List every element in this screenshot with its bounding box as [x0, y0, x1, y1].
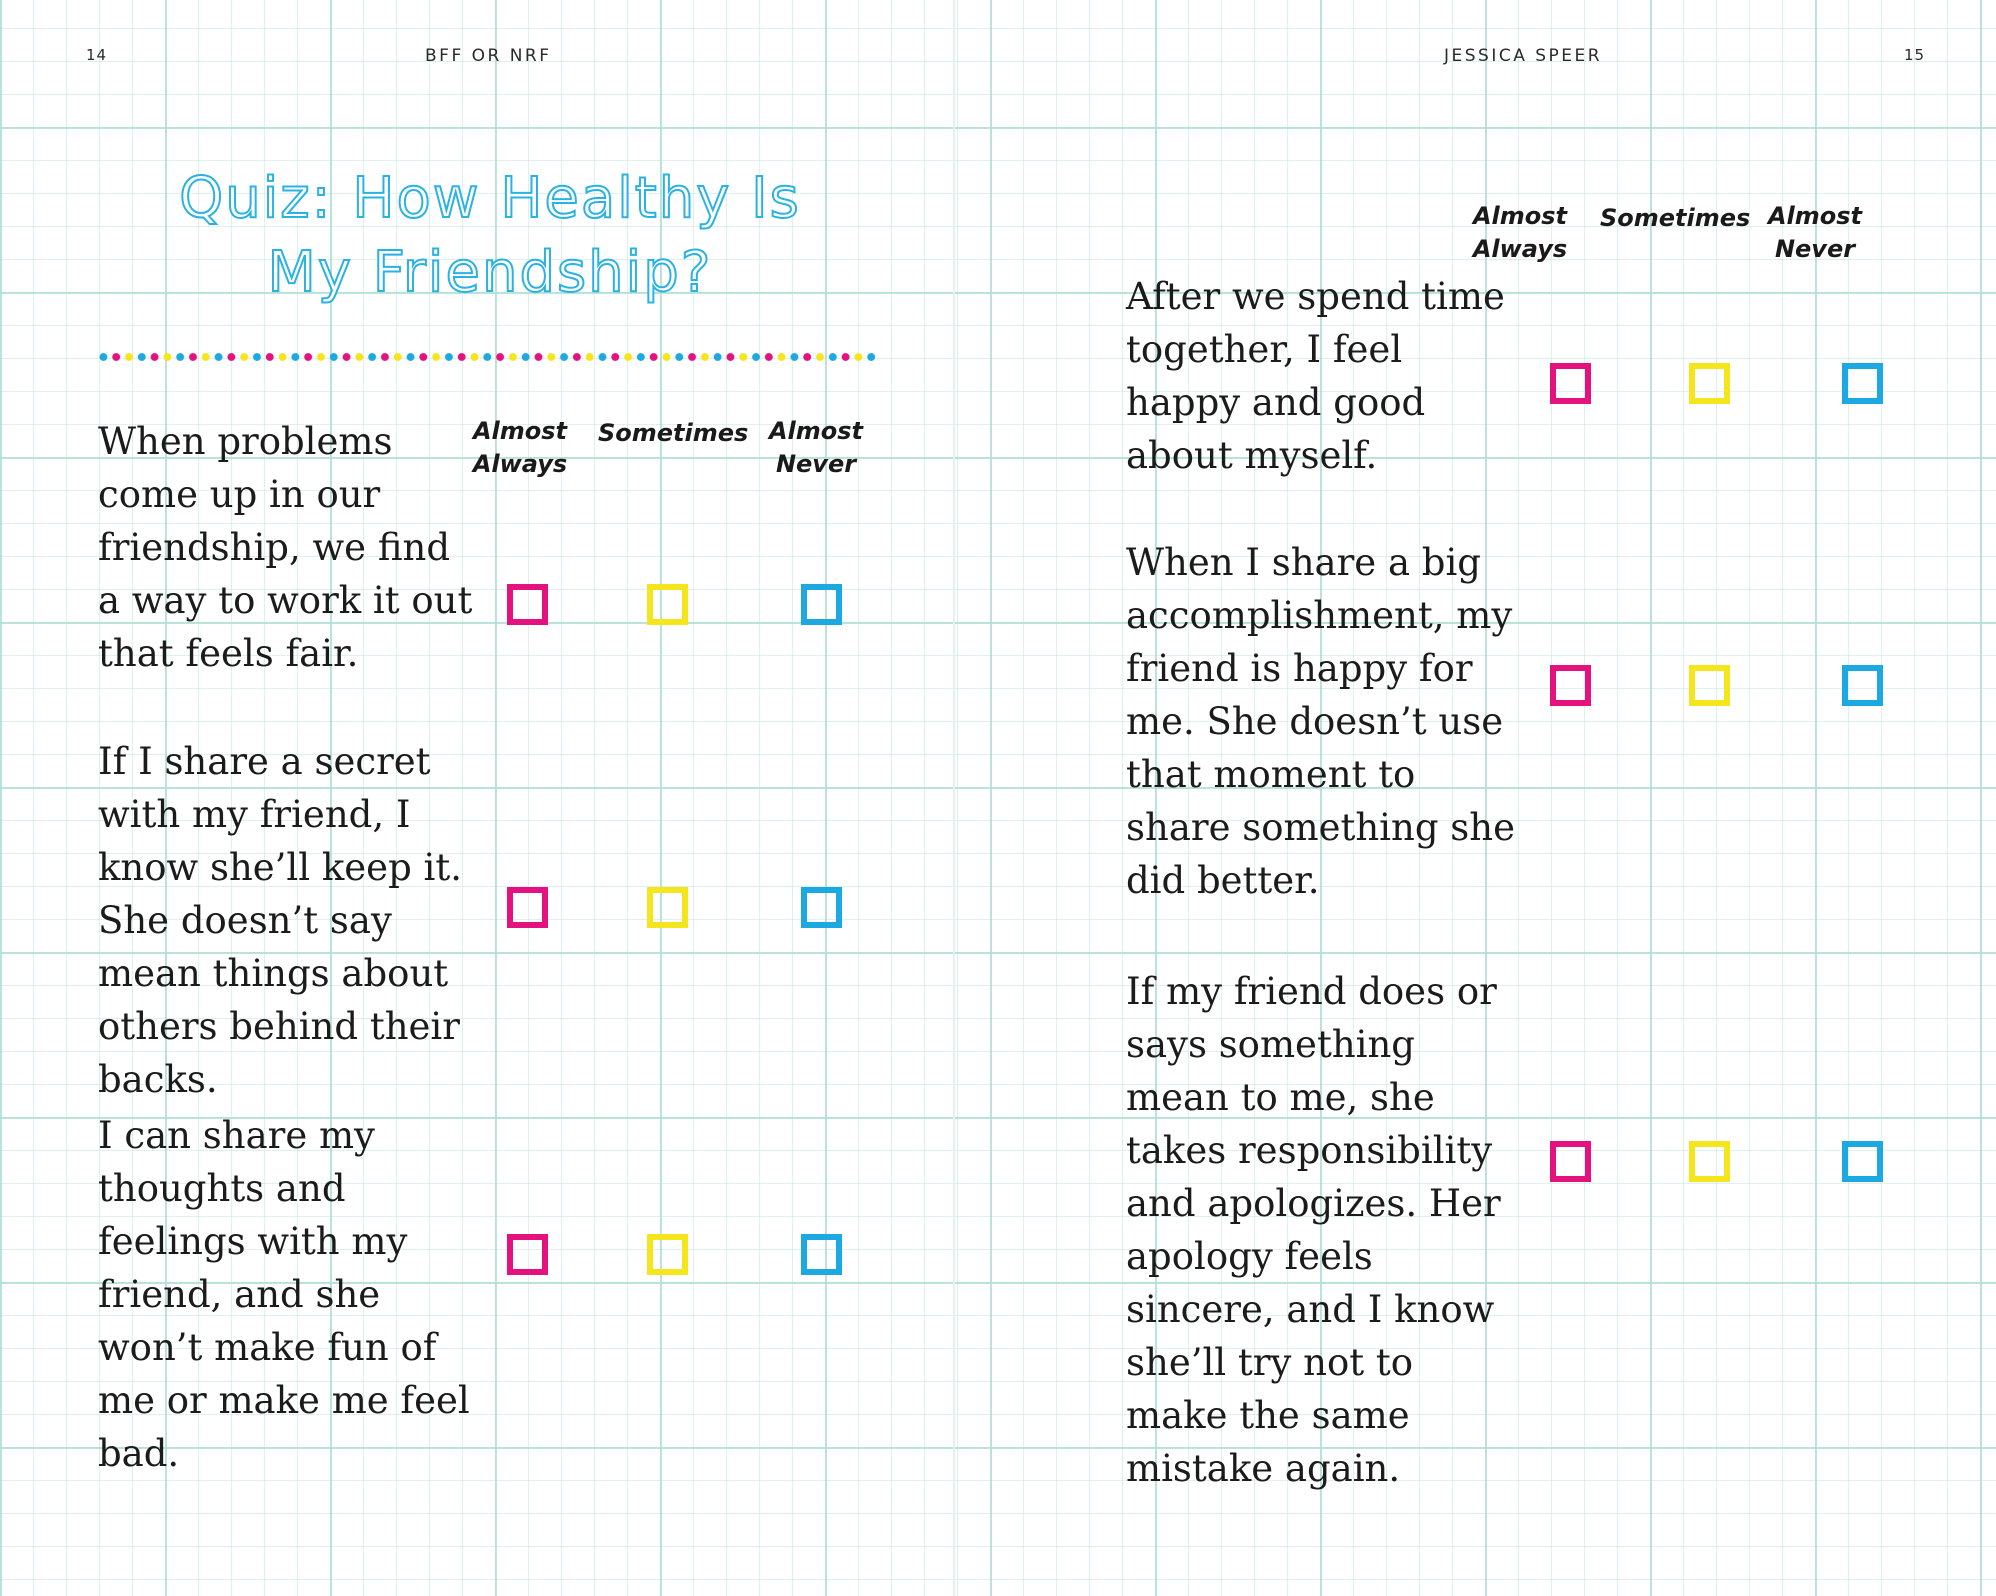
checkbox-almost-always[interactable] — [507, 584, 548, 625]
checkbox-sometimes[interactable] — [1689, 665, 1730, 706]
checkbox-sometimes[interactable] — [647, 1234, 688, 1275]
checkbox-almost-always[interactable] — [507, 1234, 548, 1275]
column-header-sometimes: Sometimes — [1600, 204, 1751, 232]
running-header-right: JESSICA SPEER — [1444, 46, 1603, 66]
column-header-almost-never: Almost Never — [768, 417, 864, 478]
checkbox-almost-never[interactable] — [1842, 1141, 1883, 1182]
question-text: After we spend time together, I feel happy and good about myself. — [1126, 275, 1505, 477]
checkbox-almost-never[interactable] — [801, 1234, 842, 1275]
page-number-right: 15 — [1904, 46, 1926, 64]
dotted-divider — [97, 352, 875, 362]
checkbox-sometimes[interactable] — [1689, 363, 1730, 404]
running-header-left: BFF OR NRF — [425, 46, 552, 66]
checkbox-sometimes[interactable] — [1689, 1141, 1730, 1182]
quiz-title — [140, 162, 840, 310]
page-number-left: 14 — [86, 46, 108, 64]
right-page — [955, 0, 1996, 1596]
checkbox-almost-never[interactable] — [1842, 363, 1883, 404]
left-page — [0, 0, 953, 1596]
quiz-title-line2: My Friendship? — [267, 240, 713, 305]
checkbox-almost-always[interactable] — [1550, 665, 1591, 706]
column-header-almost-always: Almost Always — [1472, 202, 1568, 263]
checkbox-almost-never[interactable] — [1842, 665, 1883, 706]
checkbox-almost-never[interactable] — [801, 887, 842, 928]
column-header-almost-always: Almost Always — [472, 417, 568, 478]
checkbox-almost-always[interactable] — [507, 887, 548, 928]
checkbox-almost-always[interactable] — [1550, 1141, 1591, 1182]
question-text: I can share my thoughts and feelings with my friend, and she won’t make fun of me or make me feel bad. — [98, 1114, 470, 1475]
question-text: If my friend does or says something mean to me, she takes responsibility and apologizes. Her apology feels sincere, and I know she’ll try not to make the same mistake again. — [1126, 970, 1501, 1490]
checkbox-sometimes[interactable] — [647, 887, 688, 928]
question-text: When I share a big accomplishment, my friend is happy for me. She doesn’t use that moment to share something she did better. — [1126, 541, 1515, 902]
question-text: When problems come up in our friendship, we find a way to work it out that feels fair. — [98, 420, 473, 675]
question-text: If I share a secret with my friend, I know she’ll keep it. She doesn’t say mean things about others behind their backs. — [98, 740, 462, 1101]
column-header-sometimes: Sometimes — [598, 419, 749, 447]
checkbox-almost-never[interactable] — [801, 584, 842, 625]
checkbox-sometimes[interactable] — [647, 584, 688, 625]
checkbox-almost-always[interactable] — [1550, 363, 1591, 404]
quiz-title-line1: Quiz: How Healthy Is — [179, 166, 801, 231]
column-header-almost-never: Almost Never — [1767, 202, 1863, 263]
